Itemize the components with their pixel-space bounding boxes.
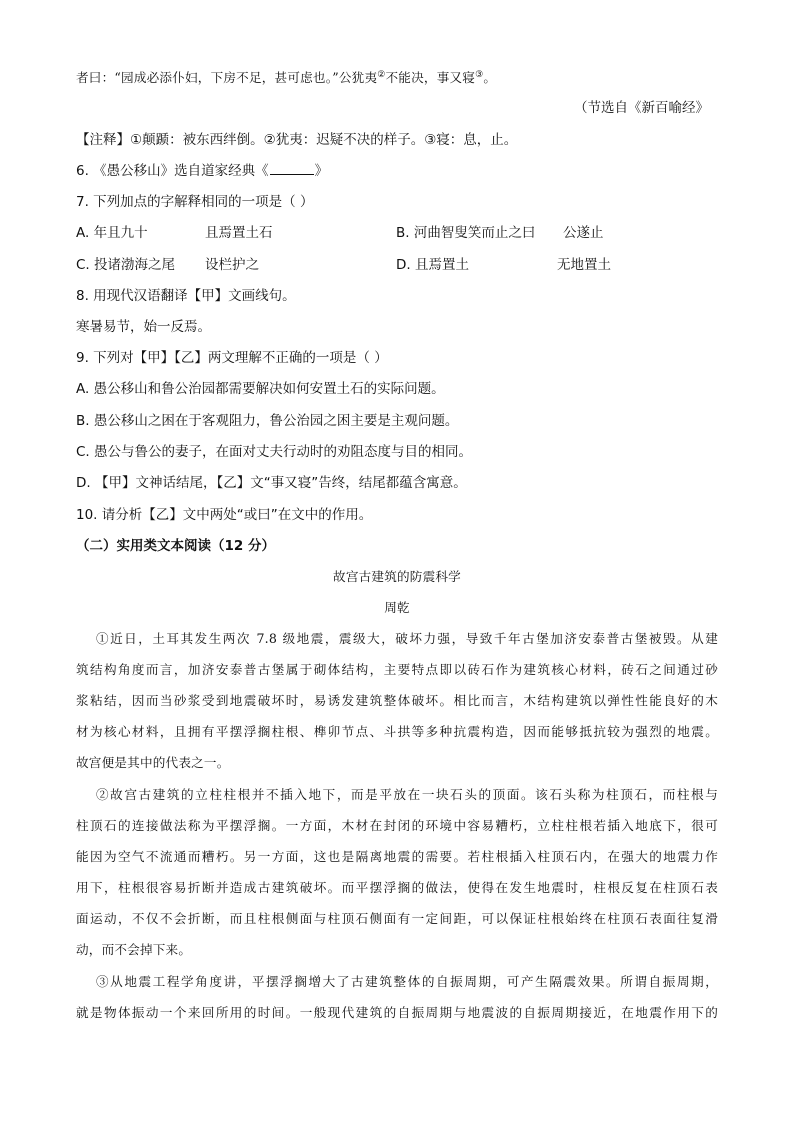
question-9-option-b: B. 愚公移山之困在于客观阻力，鲁公治园之困主要是主观问题。 [76, 413, 459, 429]
article-p2-line: 用下，柱根很容易折断并造成古建筑破坏。而平摆浮搁的做法，使得在发生地震时，柱根反复在柱顶石表 [76, 880, 718, 895]
question-6-text-end: 》 [314, 163, 329, 179]
notes: 【注释】①颠踬：被东西绊倒。②犹夷：迟疑不决的样子。③寝：息，止。 [76, 132, 518, 148]
question-8-stem: 8. 用现代汉语翻译【甲】文画线句。 [76, 288, 296, 304]
question-10-stem: 10. 请分析【乙】文中两处“或曰”在文中的作用。 [76, 507, 373, 523]
article-p2-line: ②故宫古建筑的立柱柱根并不插入地下，而是平放在一块石头的顶面。该石头称为柱顶石，而柱根与 [96, 787, 718, 802]
story-tail-text-b: 不能决，事又寝 [385, 70, 476, 86]
article-title: 故宫古建筑的防震科学 [333, 569, 461, 584]
section-heading: （二）实用类文本阅读（12 分） [76, 538, 275, 554]
question-7-option-a-2: 且焉置土石 [205, 225, 273, 241]
question-7-stem: 7. 下列加点的字解释相同的一项是（ ） [76, 194, 314, 210]
question-7-option-b-2: 公遂止 [563, 225, 604, 241]
question-7-option-d-2: 无地置土 [557, 257, 611, 273]
article-p1-line: 故宫便是其中的代表之一。 [76, 755, 230, 770]
question-7-option-a-1: A. 年且九十 [76, 225, 148, 241]
note-mark-3: ③ [475, 70, 484, 80]
question-7-option-c-1: C. 投诸渤海之尾 [76, 257, 176, 273]
article-p2-line: 能因为空气不流通而糟朽。另一方面，这也是隔离地震的需要。若柱根插入柱顶石内，在强大的地震力作 [76, 849, 718, 864]
question-7-option-d-1: D. 且焉置土 [396, 257, 469, 273]
article-p3-line: 就是物体振动一个来回所用的时间。一般现代建筑的自振周期与地震波的自振周期接近，在地震作用下的 [76, 1005, 718, 1020]
article-p1-line: 浆粘结，因而当砂浆受到地震破坏时，易诱发建筑整体破坏。相比而言，木结构建筑以弹性性能良好的木 [76, 693, 718, 708]
story-tail [76, 65, 496, 88]
story-tail-text-c: 。 [483, 70, 497, 86]
article-author: 周乾 [384, 600, 410, 615]
question-9-option-d: D. 【甲】文神话结尾，【乙】文“事又寝”告终，结尾都蕴含寓意。 [76, 475, 467, 491]
article-p1-line: ①近日，土耳其发生两次 7.8 级地震，震级大，破坏力强，导致千年古堡加济安泰普古堡被毁。从建 [96, 631, 718, 646]
question-8-line: 寒暑易节，始一反焉。 [76, 319, 211, 335]
article-p1-line: 材为核心材料，且拥有平摆浮搁柱根、榫卯节点、斗拱等多种抗震构造，因而能够抵抗较为强烈的地震。 [76, 724, 718, 739]
article-p1-line: 筑结构角度而言，加济安泰普古堡属于砌体结构，主要特点即以砖石作为建筑核心材料，砖石之间通过砂 [76, 662, 718, 677]
answer-blank [270, 162, 314, 175]
article-p3-line: ③从地震工程学角度讲，平摆浮搁增大了古建筑整体的自振周期，可产生隔震效果。所谓自振周期， [96, 974, 718, 989]
question-9-option-c: C. 愚公与鲁公的妻子，在面对丈夫行动时的劝阻态度与目的相同。 [76, 444, 473, 460]
question-6-text: 6. 《愚公移山》选自道家经典《 [76, 163, 269, 179]
article-p2-line: 动，而不会掉下来。 [76, 942, 192, 957]
article-p2-line: 面运动，不仅不会折断，而且柱根侧面与柱顶石侧面有一定间距，可以保证柱根始终在柱顶石表面往复滑 [76, 911, 718, 926]
note-mark-2: ② [377, 70, 386, 80]
question-6 [76, 161, 328, 181]
story-tail-text: 者曰：“园成必添仆妇，下房不足，甚可虑也。”公犹夷 [76, 70, 378, 86]
question-7-option-c-2: 设栏护之 [205, 257, 259, 273]
article-p2-line: 柱顶石的连接做法称为平摆浮搁。一方面，木材在封闭的环境中容易糟朽，立柱柱根若插入地底下，很可 [76, 818, 718, 833]
question-7-option-b-1: B. 河曲智叟笑而止之曰 [396, 225, 536, 241]
source-citation: （节选自《新百喻经》 [574, 100, 709, 116]
question-9-stem: 9. 下列对【甲】【乙】两文理解不正确的一项是（ ） [76, 350, 388, 366]
question-9-option-a: A. 愚公移山和鲁公治园都需要解决如何安置土石的实际问题。 [76, 381, 445, 397]
